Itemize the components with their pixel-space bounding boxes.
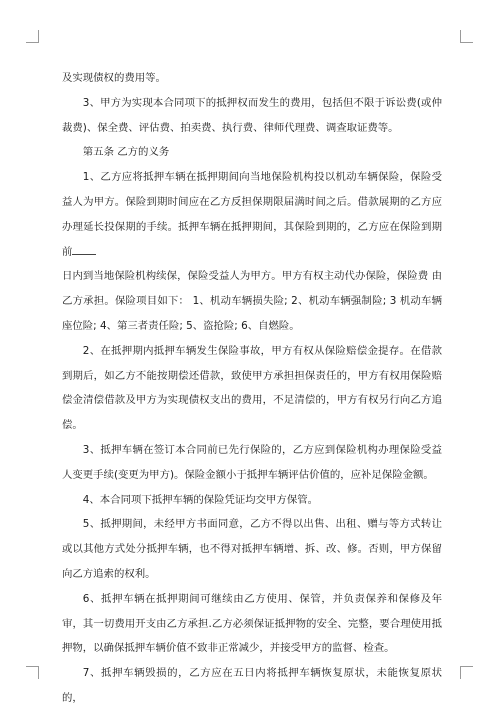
fill-in-blank — [72, 245, 96, 255]
paragraph-obligation-3: 3、抵押车辆在签订本合同前已先行保险的，乙方应到保险机构办理保险受益人变更手续(变更为甲方)。保险金额小于抵押车辆评估价值的，应补足保险金额。 — [62, 443, 442, 481]
paragraph-clause-3-costs: 3、甲方为实现本合同项下的抵押权而发生的费用，包括但不限于诉讼费(或仲裁费)、保全费、评估费、拍卖费、执行费、律师代理费、调查取证费等。 — [62, 96, 442, 134]
crop-mark-bottom-right — [460, 666, 473, 679]
paragraph-obligation-6: 6、抵押车辆在抵押期间可继续由乙方使用、保管，并负责保养和保修及年审，其一切费用开支由乙方承担.乙方必须保证抵押物的安全、完整，要合理使用抵押物，以确保抵押车辆价值不致非正常减少，并接受甲方的监督、检查。 — [62, 592, 442, 655]
paragraph-obligation-7: 7、抵押车辆毁损的，乙方应在五日内将抵押车辆恢复原状，未能恢复原状的， — [62, 667, 442, 704]
crop-mark-top-left — [26, 30, 39, 43]
article-5-heading: 第五条 乙方的义务 — [82, 146, 170, 159]
paragraph-obligation-5: 5、抵押期间，未经甲方书面同意，乙方不得以出售、出租、赠与等方式转让或以其他方式处分抵押车辆，也不得对抵押车辆增、拆、改、修。否则，甲方保留向乙方追索的权利。 — [62, 518, 442, 580]
paragraph-obligation-4: 4、本合同项下抵押车辆的保险凭证均交甲方保管。 — [82, 493, 318, 506]
obligation-1-text: 1、乙方应将抵押车辆在抵押期间向当地保险机构投以机动车辆保险，保险受益人为甲方。保险到期时间应在乙方反担保期限届满时间之后。借款展期的乙方应办理延长投保期的手续。抵押车辆在抵押期间，其保险到期的，乙方应在保险到期前 — [62, 171, 442, 258]
paragraph-fee-continuation: 及实现债权的费用等。 — [62, 72, 166, 84]
paragraph-obligation-1-continued: 日内到当地保险机构续保，保险受益人为甲方。甲方有权主动代办保险，保险费 由乙方承担。保险项目如下： 1、机动车辆损失险; 2、机动车辆强制险; 3 机动车辆座位险; 4、第三者责任险; 5、盗抢险; 6、自燃险。 — [62, 270, 442, 332]
paragraph-obligation-2: 2、在抵押期内抵押车辆发生保险事故，甲方有权从保险赔偿金提存。在借款到期后，如乙方不能按期偿还借款，致使甲方承担担保责任的，甲方有权用保险赔偿金清偿借款及甲方为实现债权支出的费用，不足清偿的，甲方有权另行向乙方追偿。 — [62, 344, 442, 432]
crop-mark-bottom-left — [26, 666, 39, 679]
crop-mark-top-right — [460, 30, 473, 43]
document-body — [62, 66, 442, 711]
paragraph-obligation-1 — [62, 165, 442, 264]
